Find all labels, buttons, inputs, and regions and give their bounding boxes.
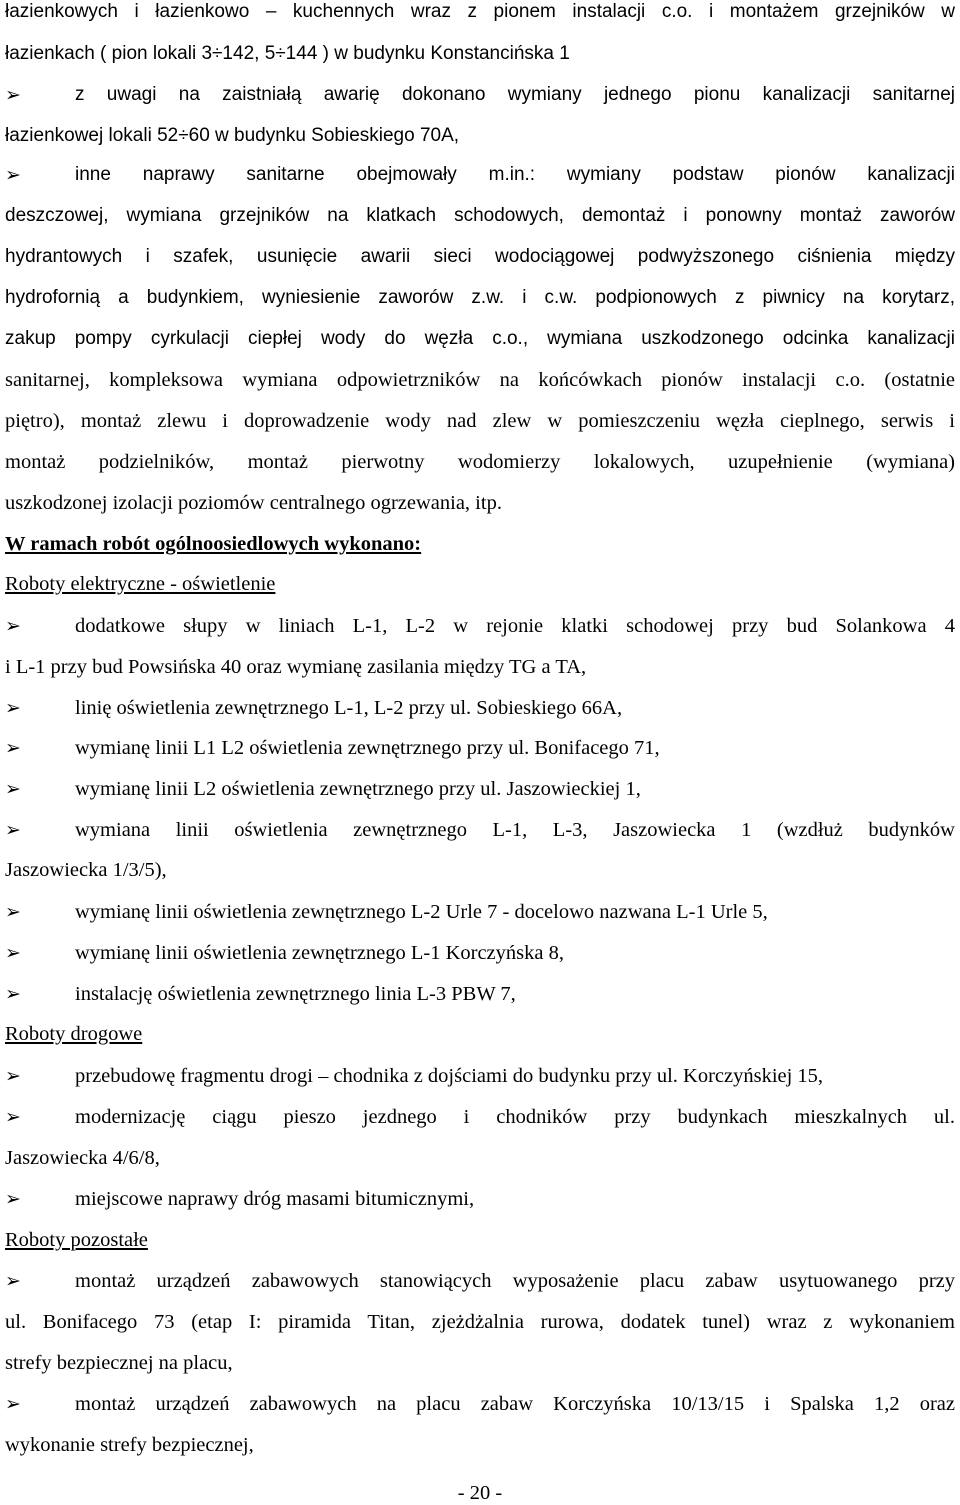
text-line: ul. Bonifacego 73 (etap I: piramida Titan, zjeżdżalnia rurowa, dodatek tunel) wraz z wykonaniem <box>5 1311 955 1333</box>
bullet-arrow-icon: ➢ <box>5 901 21 923</box>
bullet-item-text: z uwagi na zaistniałą awarię dokonano wymiany jednego pionu kanalizacji sanitarnej <box>75 84 955 105</box>
text-line: Jaszowiecka 4/6/8, <box>5 1147 160 1169</box>
text-line: łazienkach ( pion lokali 3÷142, 5÷144 ) w budynku Konstancińska 1 <box>5 43 570 64</box>
bullet-item-text: wymianę linii oświetlenia zewnętrznego L-2 Urle 7 - docelowo nazwana L-1 Urle 5, <box>75 901 768 923</box>
bullet-item-text: wymianę linii oświetlenia zewnętrznego L-1 Korczyńska 8, <box>75 942 564 964</box>
bullet-arrow-icon: ➢ <box>5 1393 21 1415</box>
text-line: Jaszowiecka 1/3/5), <box>5 859 167 881</box>
text-line: deszczowej, wymiana grzejników na klatkach schodowych, demontaż i ponowny montaż zaworów <box>5 205 955 226</box>
bullet-arrow-icon: ➢ <box>5 778 21 800</box>
bullet-item-text: montaż urządzeń zabawowych na placu zabaw Korczyńska 10/13/15 i Spalska 1,2 oraz <box>75 1393 955 1415</box>
bullet-arrow-icon: ➢ <box>5 84 21 106</box>
bullet-arrow-icon: ➢ <box>5 1188 21 1210</box>
text-line: sanitarnej, kompleksowa wymiana odpowietrzników na końcówkach pionów instalacji c.o. (ostatnie <box>5 369 955 391</box>
text-line: wykonanie strefy bezpiecznej, <box>5 1434 254 1456</box>
bullet-item-text: dodatkowe słupy w liniach L-1, L-2 w rejonie klatki schodowej przy bud Solankowa 4 <box>75 615 955 637</box>
text-line: piętro), montaż zlewu i doprowadzenie wody nad zlew w pomieszczeniu węzła cieplnego, serwis i <box>5 410 955 432</box>
bullet-arrow-icon: ➢ <box>5 942 21 964</box>
bullet-arrow-icon: ➢ <box>5 1270 21 1292</box>
text-line: hydrantowych i szafek, usunięcie awarii sieci wodociągowej podwyższonego ciśnienia między <box>5 246 955 267</box>
bullet-arrow-icon: ➢ <box>5 164 21 186</box>
bullet-arrow-icon: ➢ <box>5 737 21 759</box>
bullet-item-text: wymiana linii oświetlenia zewnętrznego L-1, L-3, Jaszowiecka 1 (wzdłuż budynków <box>75 819 955 841</box>
bullet-item-text: inne naprawy sanitarne obejmowały m.in.: wymiany podstaw pionów kanalizacji <box>75 164 955 185</box>
subsection-heading: Roboty pozostałe <box>5 1229 148 1251</box>
bullet-item-text: modernizację ciągu pieszo jezdnego i chodników przy budynkach mieszkalnych ul. <box>75 1106 955 1128</box>
text-line: łazienkowej lokali 52÷60 w budynku Sobieskiego 70A, <box>5 125 460 146</box>
subsection-heading: Roboty elektryczne - oświetlenie <box>5 573 276 595</box>
text-line: łazienkowych i łazienkowo – kuchennych wraz z pionem instalacji c.o. i montażem grzejników w <box>5 1 955 22</box>
text-line: zakup pompy cyrkulacji ciepłej wody do węzła c.o., wymiana uszkodzonego odcinka kanalizacji <box>5 328 955 349</box>
bullet-item-text: wymianę linii L2 oświetlenia zewnętrznego przy ul. Jaszowieckiej 1, <box>75 778 641 800</box>
bullet-item-text: przebudowę fragmentu drogi – chodnika z dojściami do budynku przy ul. Korczyńskiej 15, <box>75 1065 824 1087</box>
text-line: hydrofornią a budynkiem, wyniesienie zaworów z.w. i c.w. podpionowych z piwnicy na korytarz, <box>5 287 955 308</box>
section-heading: W ramach robót ogólnoosiedlowych wykonano: <box>5 533 422 555</box>
text-line: i L-1 przy bud Powsińska 40 oraz wymianę zasilania między TG a TA, <box>5 656 587 678</box>
text-line: uszkodzonej izolacji poziomów centralnego ogrzewania, itp. <box>5 492 502 514</box>
bullet-item-text: miejscowe naprawy dróg masami bitumicznymi, <box>75 1188 475 1210</box>
bullet-arrow-icon: ➢ <box>5 1106 21 1128</box>
text-line: montaż podzielników, montaż pierwotny wodomierzy lokalowych, uzupełnienie (wymiana) <box>5 451 955 473</box>
bullet-arrow-icon: ➢ <box>5 697 21 719</box>
bullet-arrow-icon: ➢ <box>5 1065 21 1087</box>
subsection-heading: Roboty drogowe <box>5 1023 143 1045</box>
bullet-item-text: linię oświetlenia zewnętrznego L-1, L-2 przy ul. Sobieskiego 66A, <box>75 697 623 719</box>
page-number: - 20 - <box>457 1482 503 1504</box>
bullet-arrow-icon: ➢ <box>5 819 21 841</box>
bullet-arrow-icon: ➢ <box>5 983 21 1005</box>
text-line: strefy bezpiecznej na placu, <box>5 1352 233 1374</box>
bullet-arrow-icon: ➢ <box>5 615 21 637</box>
bullet-item-text: montaż urządzeń zabawowych stanowiących wyposażenie placu zabaw usytuowanego przy <box>75 1270 955 1292</box>
bullet-item-text: wymianę linii L1 L2 oświetlenia zewnętrznego przy ul. Bonifacego 71, <box>75 737 660 759</box>
bullet-item-text: instalację oświetlenia zewnętrznego linia L-3 PBW 7, <box>75 983 516 1005</box>
